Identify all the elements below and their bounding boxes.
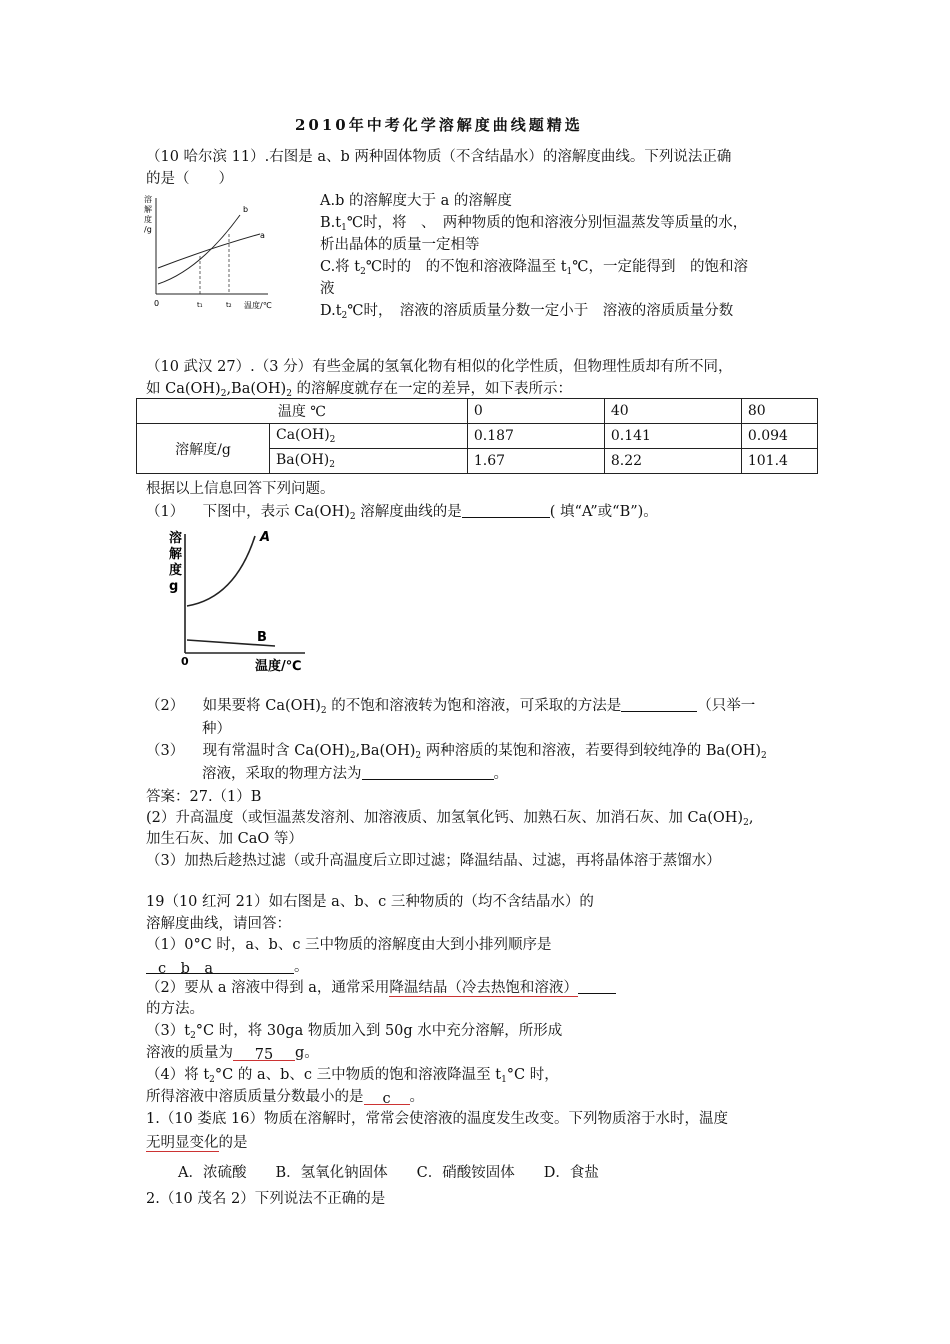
q1-ylabel-3: 度 <box>144 215 152 224</box>
q2-answer-2-line2: 加生石灰、加 CaO 等） <box>146 831 303 847</box>
temp-40: 40 <box>604 399 741 424</box>
q1-ylabel-4: /g <box>144 225 152 234</box>
cell: 101.4 <box>741 449 817 474</box>
q2-ylabel-3: 度 <box>169 563 183 578</box>
temp-0: 0 <box>467 399 604 424</box>
q1-option-a: A.b 的溶解度大于 a 的溶解度 <box>320 193 512 209</box>
q1-option-b-line2: 析出晶体的质量一定相等 <box>320 237 480 253</box>
q1-option-c-line2: 液 <box>320 281 335 297</box>
q1-ylabel-1: 溶 <box>144 195 152 204</box>
q3-answer-2: 降温结晶（冷去热饱和溶液） <box>389 980 578 996</box>
q3-part4-line2: 所得溶液中溶质质量分数最小的是 c 。 <box>146 1089 424 1107</box>
cell: 1.67 <box>467 449 604 474</box>
curve-b-label: b <box>243 205 249 214</box>
q3-part3-line2: 溶液的质量为 75 g。 <box>146 1045 319 1063</box>
cell: 0.187 <box>467 424 604 449</box>
q5-line1: 2.（10 茂名 2）下列说法不正确的是 <box>146 1191 386 1207</box>
curve-b <box>158 215 240 284</box>
cell: 0.094 <box>741 424 817 449</box>
q2-part3-line1: （3） 现有常温时含 $Ca(OH)_2,Ba(OH)_2$ 两种溶质的某饱和溶液，若要得到较纯净的 $Ba(OH)_2$ <box>146 743 767 761</box>
q1-stem-line1: （10 哈尔滨 11）.右图是 a、b 两种固体物质（不含结晶水）的溶解度曲线。下列说法正确 <box>146 149 732 165</box>
q1-option-c-line1: C.将 $t_2℃$时的 的不饱和溶液降温至 $t_1℃$，一定能得到 的饱和溶 <box>320 259 748 277</box>
page-title: 2010年中考化学溶解度曲线题精选 <box>295 116 583 134</box>
q4-line2: 无明显变化的是 <box>146 1135 248 1151</box>
q2-answer-3: （3）加热后趁热过滤（或升高温度后立即过滤；降温结晶、过滤，再将晶体溶于蒸馏水） <box>146 853 721 869</box>
q3-part2: （2）要从 a 溶液中得到 a，通常采用降温结晶（冷去热饱和溶液） <box>146 979 616 997</box>
curve-B-label: B <box>257 630 267 645</box>
q3-answer-4: c <box>364 1090 410 1105</box>
t2-label: t₂ <box>226 301 232 309</box>
q3-part4: （4）将 $t_2^\circ C$ 的 a、b、c 三中物质的饱和溶液降温至 $t_1^\circ C$ 时， <box>146 1067 559 1085</box>
table-header-row <box>137 399 818 424</box>
temp-header: 温度 ℃ <box>137 399 468 424</box>
q2-part2-line1: （2） 如果要将 $Ca(OH)_2$ 的不饱和溶液转为饱和溶液，可采取的方法是 （只举一 <box>146 698 756 716</box>
q1-ylabel-2: 解 <box>144 205 152 214</box>
q2-solubility-chart <box>155 528 320 673</box>
q2-ylabel-4: g <box>169 579 179 594</box>
q2-answer-2-line1: (2）升高温度（或恒温蒸发溶剂、加溶液质、加氢氧化钙、加熟石灰、加消石灰、加 $Ca(OH)_2$, <box>146 810 754 828</box>
q1-option-b-line1: $B.t_1℃$时，将 、 两种物质的饱和溶液分别恒温蒸发等质量的水， <box>320 215 748 233</box>
q3-part3: $(3)t_2^\circ C$ 时，将 30ga 物质加入到 50g 水中充分溶解，所形成 <box>146 1023 563 1041</box>
q2-stem-line2: 如 $Ca(OH)_2,Ba(OH)_2$ 的溶解度就存在一定的差异，如下表所示： <box>146 381 573 399</box>
cell: 0.141 <box>604 424 741 449</box>
t1-label: t₁ <box>197 301 203 309</box>
row-name: $Ba(OH)_2$ <box>270 449 468 474</box>
q1-option-d: $D.t_2℃$时， 溶液的溶质质量分数一定小于 溶液的溶质质量分数 <box>320 303 734 321</box>
q1-xlabel: 温度/℃ <box>244 301 272 310</box>
q2-part2-line2: 种） <box>202 721 231 737</box>
q4-options: A．浓硫酸 B．氢氧化钠固体 C．硝酸铵固体 D．食盐 <box>178 1165 599 1181</box>
q3-line1: 19（10 红河 21）如右图是 a、b、c 三种物质的（均不含结晶水）的 <box>146 894 594 910</box>
curve-a-label: a <box>260 231 265 240</box>
q2-stem-line1: （10 武汉 27）.（3 分）有些金属的氢氧化物有相似的化学性质，但物理性质却有所不同， <box>146 359 733 375</box>
answer-blank-3[interactable] <box>362 765 494 780</box>
solubility-table <box>136 398 818 474</box>
q4-emphasis: 无明显变化 <box>146 1135 219 1151</box>
answer-blank-2[interactable] <box>621 697 697 712</box>
curve-A-label: A <box>260 530 271 545</box>
answer-blank-1[interactable] <box>462 503 550 518</box>
cell: 8.22 <box>604 449 741 474</box>
q2-ylabel-1: 溶 <box>169 531 183 546</box>
q1-origin-label: 0 <box>154 299 160 308</box>
q2-part1: （1） 下图中，表示 $Ca(OH)_2$ 溶解度曲线的是 ( 填“A”或“B”)。 <box>146 504 658 522</box>
q2-xlabel: 温度/℃ <box>255 659 302 673</box>
q3-answer-1: c b a <box>146 960 294 974</box>
q1-solubility-chart <box>140 190 300 315</box>
q2-part3-line2: 溶液，采取的物理方法为 。 <box>202 766 508 782</box>
q2-ylabel-2: 解 <box>169 547 183 562</box>
q2-intro: 根据以上信息回答下列问题。 <box>146 481 335 497</box>
table-row <box>137 424 818 449</box>
q3-line2: 溶解度曲线，请回答： <box>146 916 291 932</box>
q1-stem-line2: 的是（ ） <box>146 171 233 187</box>
q3-part1-answer-line: c b a 。 <box>146 958 309 976</box>
row-name: $Ca(OH)_2$ <box>270 424 468 449</box>
solubility-label: 溶解度/g <box>137 424 270 474</box>
q3-part2-line2: 的方法。 <box>146 1001 204 1017</box>
q2-answer-1: 答案：27.（1）B <box>146 789 262 805</box>
q3-answer-3: 75 <box>233 1046 295 1061</box>
q4-line1: 1.（10 娄底 16）物质在溶解时，常常会使溶液的温度发生改变。下列物质溶于水时，温度 <box>146 1111 728 1127</box>
temp-80: 80 <box>741 399 817 424</box>
q3-part1: （1）0°C 时，a、b、c 三中物质的溶解度由大到小排列顺序是 <box>146 937 552 953</box>
answer-blank-q3-2 <box>578 979 616 994</box>
curve-A <box>187 536 255 606</box>
q2-origin-label: 0 <box>181 655 189 668</box>
